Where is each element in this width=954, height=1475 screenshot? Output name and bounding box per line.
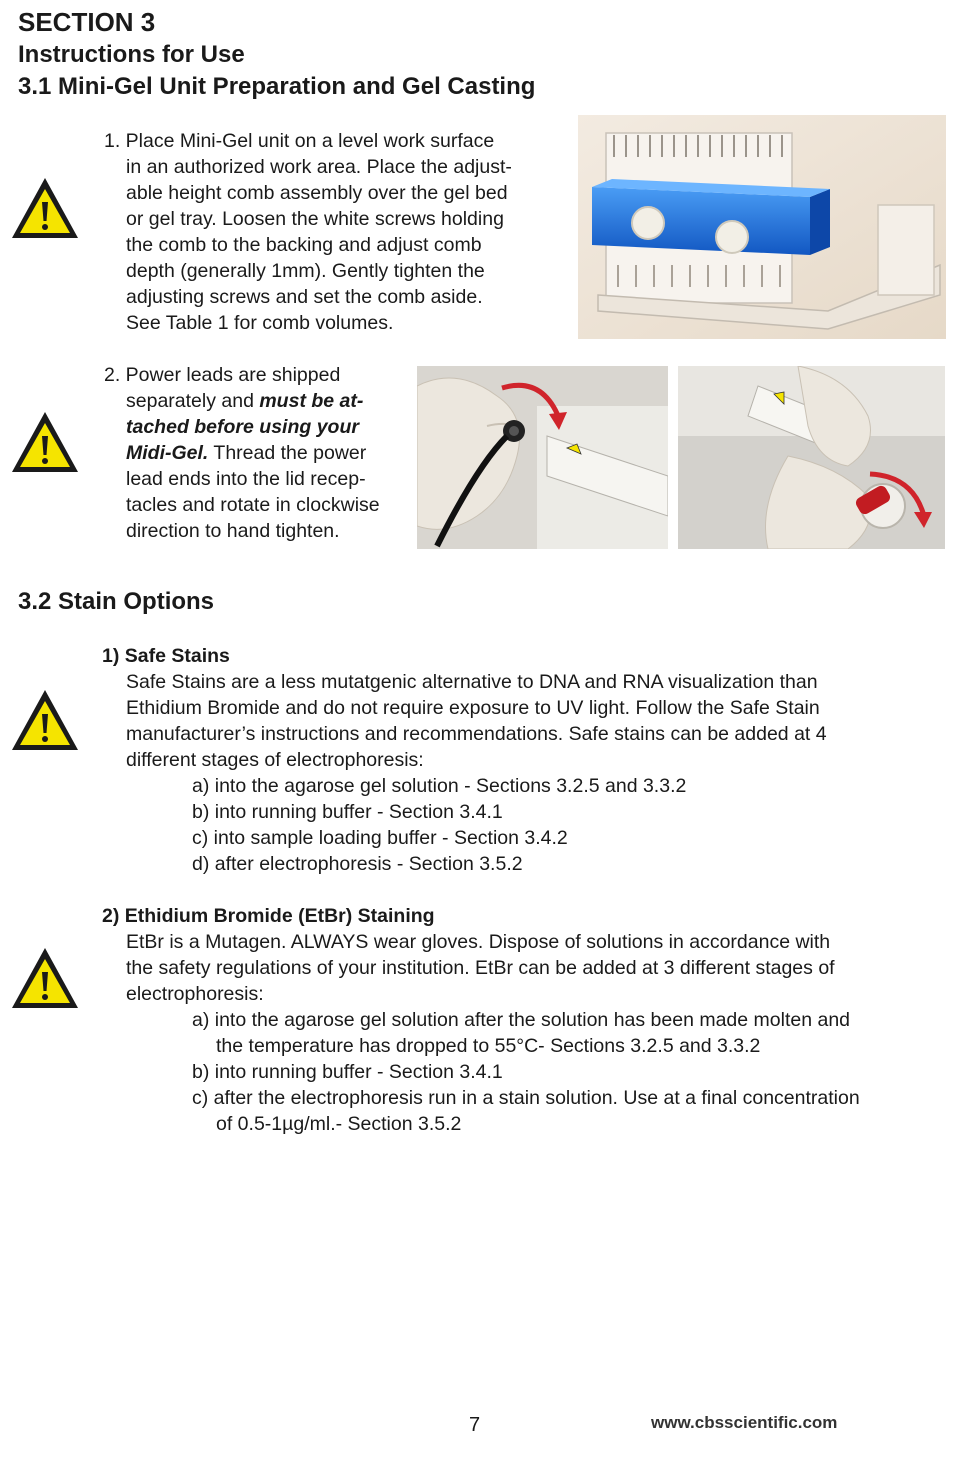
etbr-line: electrophoresis: (126, 983, 264, 1005)
step-2-emphasis: must be at- (259, 390, 364, 412)
step-2-emphasis: Midi-Gel. (126, 442, 209, 464)
section-subtitle: Instructions for Use (18, 41, 245, 68)
step-1-line: or gel tray. Loosen the white screws holding (126, 208, 504, 230)
step-1-line: able height comb assembly over the gel bed (126, 182, 508, 204)
page-number: 7 (469, 1414, 481, 1436)
safe-stains-item: a) into the agarose gel solution - Sections 3.2.5 and 3.3.2 (192, 775, 687, 797)
etbr-title: 2) Ethidium Bromide (EtBr) Staining (102, 905, 435, 927)
safe-stains-line: Ethidium Bromide and do not require exposure to UV light. Follow the Safe Stain (126, 697, 820, 719)
power-lead-photo-1 (417, 366, 668, 549)
step-1-line: adjusting screws and set the comb aside. (126, 286, 483, 308)
safe-stains-item: d) after electrophoresis - Section 3.5.2 (192, 853, 523, 875)
step-1-line: the comb to the backing and adjust comb (126, 234, 482, 256)
section-title: SECTION 3 (18, 7, 156, 37)
power-lead-photo-2 (678, 366, 945, 549)
safe-stains-block (102, 643, 942, 877)
heading-3-1: 3.1 Mini-Gel Unit Preparation and Gel Casting (18, 73, 536, 100)
warning-icon (10, 688, 80, 752)
etbr-item: b) into running buffer - Section 3.4.1 (192, 1061, 503, 1083)
warning-icon (10, 410, 80, 474)
etbr-item-continued: of 0.5-1µg/ml.- Section 3.5.2 (216, 1113, 462, 1135)
footer-url: www.cbsscientific.com (651, 1413, 838, 1432)
safe-stains-item: c) into sample loading buffer - Section 3.4.2 (192, 827, 568, 849)
warning-icon (10, 176, 80, 240)
step-1-line: depth (generally 1mm). Gently tighten the (126, 260, 485, 282)
step-1-line: in an authorized work area. Place the adjust- (126, 156, 512, 178)
safe-stains-line: manufacturer’s instructions and recommendations. Safe stains can be added at 4 (126, 723, 827, 745)
safe-stains-title: 1) Safe Stains (102, 645, 230, 667)
etbr-line: the safety regulations of your institution. EtBr can be added at 3 different stages of (126, 957, 835, 979)
step-2-line: tacles and rotate in clockwise (126, 494, 380, 516)
etbr-item: c) after the electrophoresis run in a stain solution. Use at a final concentration (192, 1087, 860, 1109)
step-2-line: 2. Power leads are shipped (104, 364, 341, 386)
comb-assembly-photo (578, 115, 946, 339)
step-2-emphasis: tached before using your (126, 416, 359, 438)
step-1-text (104, 128, 574, 336)
safe-stains-line: Safe Stains are a less mutatgenic alternative to DNA and RNA visualization than (126, 671, 818, 693)
step-1-line: See Table 1 for comb volumes. (126, 312, 394, 334)
safe-stains-line: different stages of electrophoresis: (126, 749, 424, 771)
step-2-line (104, 440, 416, 466)
step-2-line: lead ends into the lid recep- (126, 468, 366, 490)
etbr-block (102, 903, 948, 1137)
warning-icon (10, 946, 80, 1010)
step-2-line: direction to hand tighten. (126, 520, 340, 542)
heading-3-2: 3.2 Stain Options (18, 588, 215, 615)
step-2-normal: Thread the power (208, 442, 367, 464)
step-2-line (104, 388, 416, 414)
step-1-line: 1. Place Mini-Gel unit on a level work surface (104, 130, 495, 152)
etbr-item-continued: the temperature has dropped to 55°C- Sections 3.2.5 and 3.3.2 (216, 1035, 761, 1057)
step-2-text (104, 362, 416, 544)
step-2-normal: separately and (126, 390, 260, 412)
safe-stains-item: b) into running buffer - Section 3.4.1 (192, 801, 503, 823)
etbr-line: EtBr is a Mutagen. ALWAYS wear gloves. Dispose of solutions in accordance with (126, 931, 831, 953)
etbr-item: a) into the agarose gel solution after the solution has been made molten and (192, 1009, 851, 1031)
